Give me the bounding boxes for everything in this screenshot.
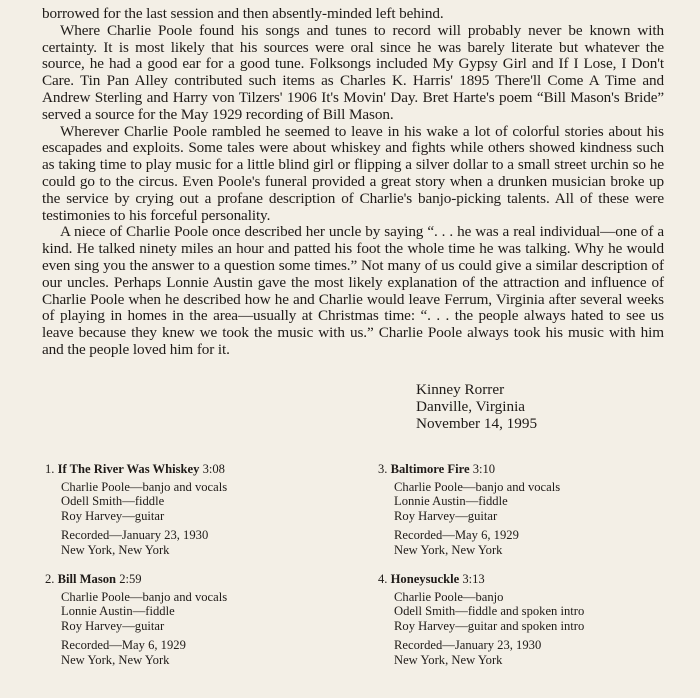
track-location: New York, New York: [61, 542, 170, 557]
track-listing: [45, 462, 227, 557]
track-recorded-date: Recorded—January 23, 1930: [61, 528, 209, 542]
track-number: 4.: [378, 572, 388, 586]
track-location: New York, New York: [394, 652, 503, 667]
track-personnel: Charlie Poole—banjo and vocals: [394, 479, 561, 494]
track-heading: [378, 572, 584, 587]
track-personnel: Roy Harvey—guitar: [61, 618, 165, 633]
track-number: 3.: [378, 462, 388, 476]
author-signature: [416, 382, 537, 432]
essay-text: [42, 6, 664, 359]
essay-paragraph: A niece of Charlie Poole once described her uncle by saying “. . . he was a real individual—one of a kind. He talked ninety miles an hour and patted his foot the whole time he was talking. Why he would even sing you the answer to a question some times.” Not many of us could give a similar description of our uncles. Perhaps Lonnie Austin gave the most likely explanation of the attraction and influence of Charlie Poole when he described how he and Charlie would leave Ferrum, Virginia after several weeks of playing in homes in the area—usually at Christmas time: “. . . the people always hated to see us leave because they knew we took the music with us.” Charlie Poole always took his music with him and the people loved him for it.: [42, 223, 664, 358]
track-number: 2.: [45, 572, 55, 586]
track-title: If The River Was Whiskey: [57, 462, 200, 476]
track-personnel: Roy Harvey—guitar and spoken intro: [394, 618, 585, 633]
track-title: Bill Mason: [57, 572, 117, 586]
track-location: New York, New York: [61, 652, 170, 667]
track-time: 3:10: [472, 462, 496, 476]
track-title: Honeysuckle: [390, 572, 460, 586]
track-time: 3:13: [462, 572, 485, 586]
author-name: Kinney Rorrer: [416, 381, 505, 398]
track-number: 1.: [45, 462, 55, 476]
track-time: 2:59: [119, 572, 142, 586]
track-heading: [45, 572, 227, 587]
track-recorded-date: Recorded—May 6, 1929: [61, 638, 186, 652]
track-recorded-date: Recorded—January 23, 1930: [394, 638, 542, 652]
author-place: Danville, Virginia: [416, 397, 526, 415]
track-personnel: Roy Harvey—guitar: [61, 508, 165, 523]
track-personnel: Odell Smith—fiddle: [61, 494, 165, 508]
track-title: Baltimore Fire: [390, 462, 470, 476]
track-personnel: Odell Smith—fiddle and spoken intro: [394, 604, 585, 618]
track-personnel: Charlie Poole—banjo: [394, 589, 504, 604]
track-listing: [378, 462, 560, 557]
track-recorded-date: Recorded—May 6, 1929: [394, 528, 519, 542]
track-personnel: Lonnie Austin—fiddle: [61, 604, 175, 618]
track-listing: [45, 572, 227, 667]
track-personnel: Lonnie Austin—fiddle: [394, 494, 508, 508]
track-time: 3:08: [202, 462, 225, 476]
track-personnel: Charlie Poole—banjo and vocals: [61, 589, 228, 604]
author-date: November 14, 1995: [416, 414, 538, 432]
essay-paragraph: Wherever Charlie Poole rambled he seemed to leave in his wake a lot of colorful stories about his escapades and exploits. Some tales were about whiskey and fights while others showed kindness such as taking time to play music for a little blind girl or flipping a silver dollar to a small street urchin so he could go to the circus. Even Poole's funeral provided a great story when a drunken musician broke up the service by crying out a profane description of Charlie's banjo-picking talents. All of these were testimonies to his forceful personality.: [42, 122, 664, 224]
track-heading: [45, 462, 227, 477]
essay-paragraph: borrowed for the last session and then absently-minded left behind.: [42, 5, 444, 22]
track-personnel: Roy Harvey—guitar: [394, 508, 498, 523]
track-personnel: Charlie Poole—banjo and vocals: [61, 479, 228, 494]
track-heading: [378, 462, 560, 477]
track-listing: [378, 572, 584, 667]
track-location: New York, New York: [394, 542, 503, 557]
essay-paragraph: Where Charlie Poole found his songs and tunes to record will probably never be known with certainty. It is most likely that his sources were oral since he was barely literate but whatever the source, he had a good ear for a good tune. Folksongs included My Gypsy Girl and If I Lose, I Don't Care. Tin Pan Alley contributed such items as Charles K. Harris' 1895 There'll Come A Time and Andrew Sterling and Harry von Tilzers' 1906 It's Movin' Day. Bret Harte's poem “Bill Mason's Bride” served a source for the May 1929 recording of Bill Mason.: [42, 21, 664, 123]
